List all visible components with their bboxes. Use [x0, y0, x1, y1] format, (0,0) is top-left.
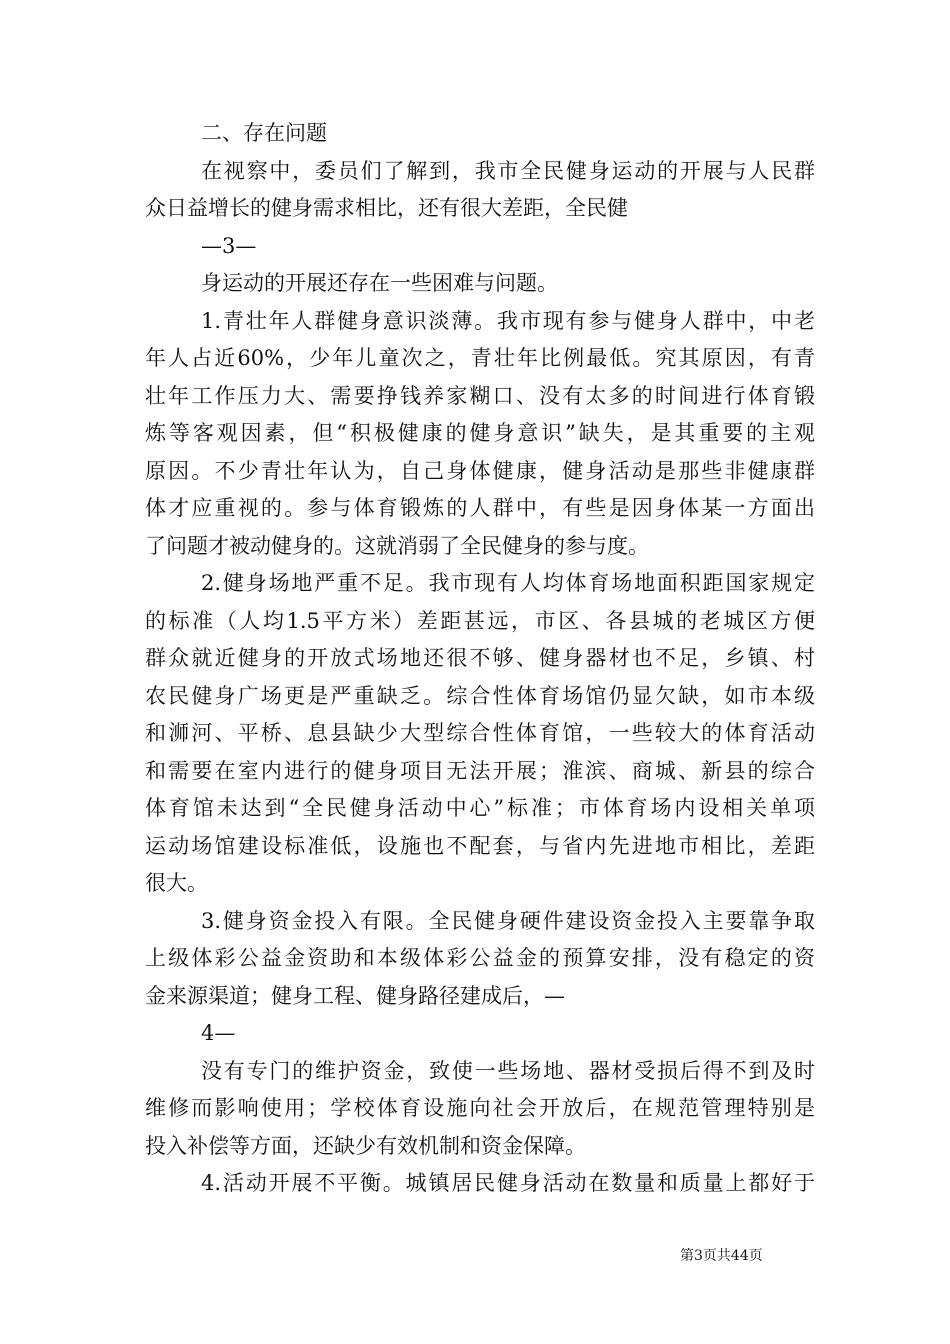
item2-line-1: 2.健身场地严重不足。我市现有人均体育场地面积距国家规定: [201, 571, 815, 595]
item1-line-6: 体才应重视的。参与体育锻炼的人群中，有些是因身体某一方面出: [145, 496, 815, 520]
item2-line-6: 和需要在室内进行的健身项目无法开展；淮滨、商城、新县的综合: [145, 758, 815, 783]
item4-line-1: 4.活动开展不平衡。城镇居民健身活动在数量和质量上都好于: [201, 1171, 815, 1195]
item3-line-1: 3.健身资金投入有限。全民健身硬件建设资金投入主要靠争取: [201, 908, 815, 933]
item1-line-7: 了问题才被动健身的。这就消弱了全民健身的参与度。: [145, 533, 649, 558]
section-heading: 二、存在问题: [201, 121, 327, 145]
document-body: [145, 115, 815, 1203]
item2-line-2: 的标准（人均1.5平方米）差距甚远，市区、各县城的老城区方便: [145, 608, 815, 633]
item2-line-4: 农民健身广场更是严重缺乏。综合性体育场馆仍显欠缺，如市本级: [145, 683, 815, 708]
page-number-footer: 第3页共44页: [680, 1248, 763, 1264]
item3-cont-line-2: 维修而影响使用；学校体育设施向社会开放后，在规范管理特别是: [145, 1096, 815, 1120]
page-marker-4: 4—: [201, 1021, 236, 1045]
item1-line-4: 炼等客观因素，但“积极健康的健身意识”缺失，是其重要的主观: [145, 421, 815, 445]
item2-line-3: 群众就近健身的开放式场地还很不够、健身器材也不足，乡镇、村: [145, 646, 815, 670]
intro-line-1: 在视察中，委员们了解到，我市全民健身运动的开展与人民群: [201, 158, 815, 183]
item2-line-8: 运动场馆建设标准低，设施也不配套，与省内先进地市相比，差距: [145, 833, 815, 858]
item3-cont-line-1: 没有专门的维护资金，致使一些场地、器材受损后得不到及时: [201, 1058, 815, 1083]
item1-line-1: 1.青壮年人群健身意识淡薄。我市现有参与健身人群中，中老: [201, 308, 815, 333]
item2-line-9: 很大。: [145, 871, 208, 895]
item3-cont-line-3: 投入补偿等方面，还缺少有效机制和资金保障。: [145, 1133, 586, 1158]
item1-line-2: 年人占近60%，少年儿童次之，青壮年比例最低。究其原因，有青: [145, 346, 815, 370]
item2-line-7: 体育馆未达到“全民健身活动中心”标准；市体育场内设相关单项: [145, 796, 815, 820]
item2-line-5: 和浉河、平桥、息县缺少大型综合性体育馆，一些较大的体育活动: [145, 721, 815, 745]
intro-line-2: 众日益增长的健身需求相比，还有很大差距，全民健: [145, 196, 628, 220]
item1-line-5: 原因。不少青壮年认为，自己身体健康，健身活动是那些非健康群: [145, 458, 815, 483]
item3-line-3: 金来源渠道；健身工程、健身路径建成后，—: [145, 983, 565, 1008]
intro-continuation: 身运动的开展还存在一些困难与问题。: [201, 271, 558, 295]
page-marker-3: —3—: [201, 233, 257, 258]
item1-line-3: 壮年工作压力大、需要挣钱养家糊口、没有太多的时间进行体育锻: [145, 383, 815, 408]
item3-line-2: 上级体彩公益金资助和本级体彩公益金的预算安排，没有稳定的资: [145, 946, 815, 970]
